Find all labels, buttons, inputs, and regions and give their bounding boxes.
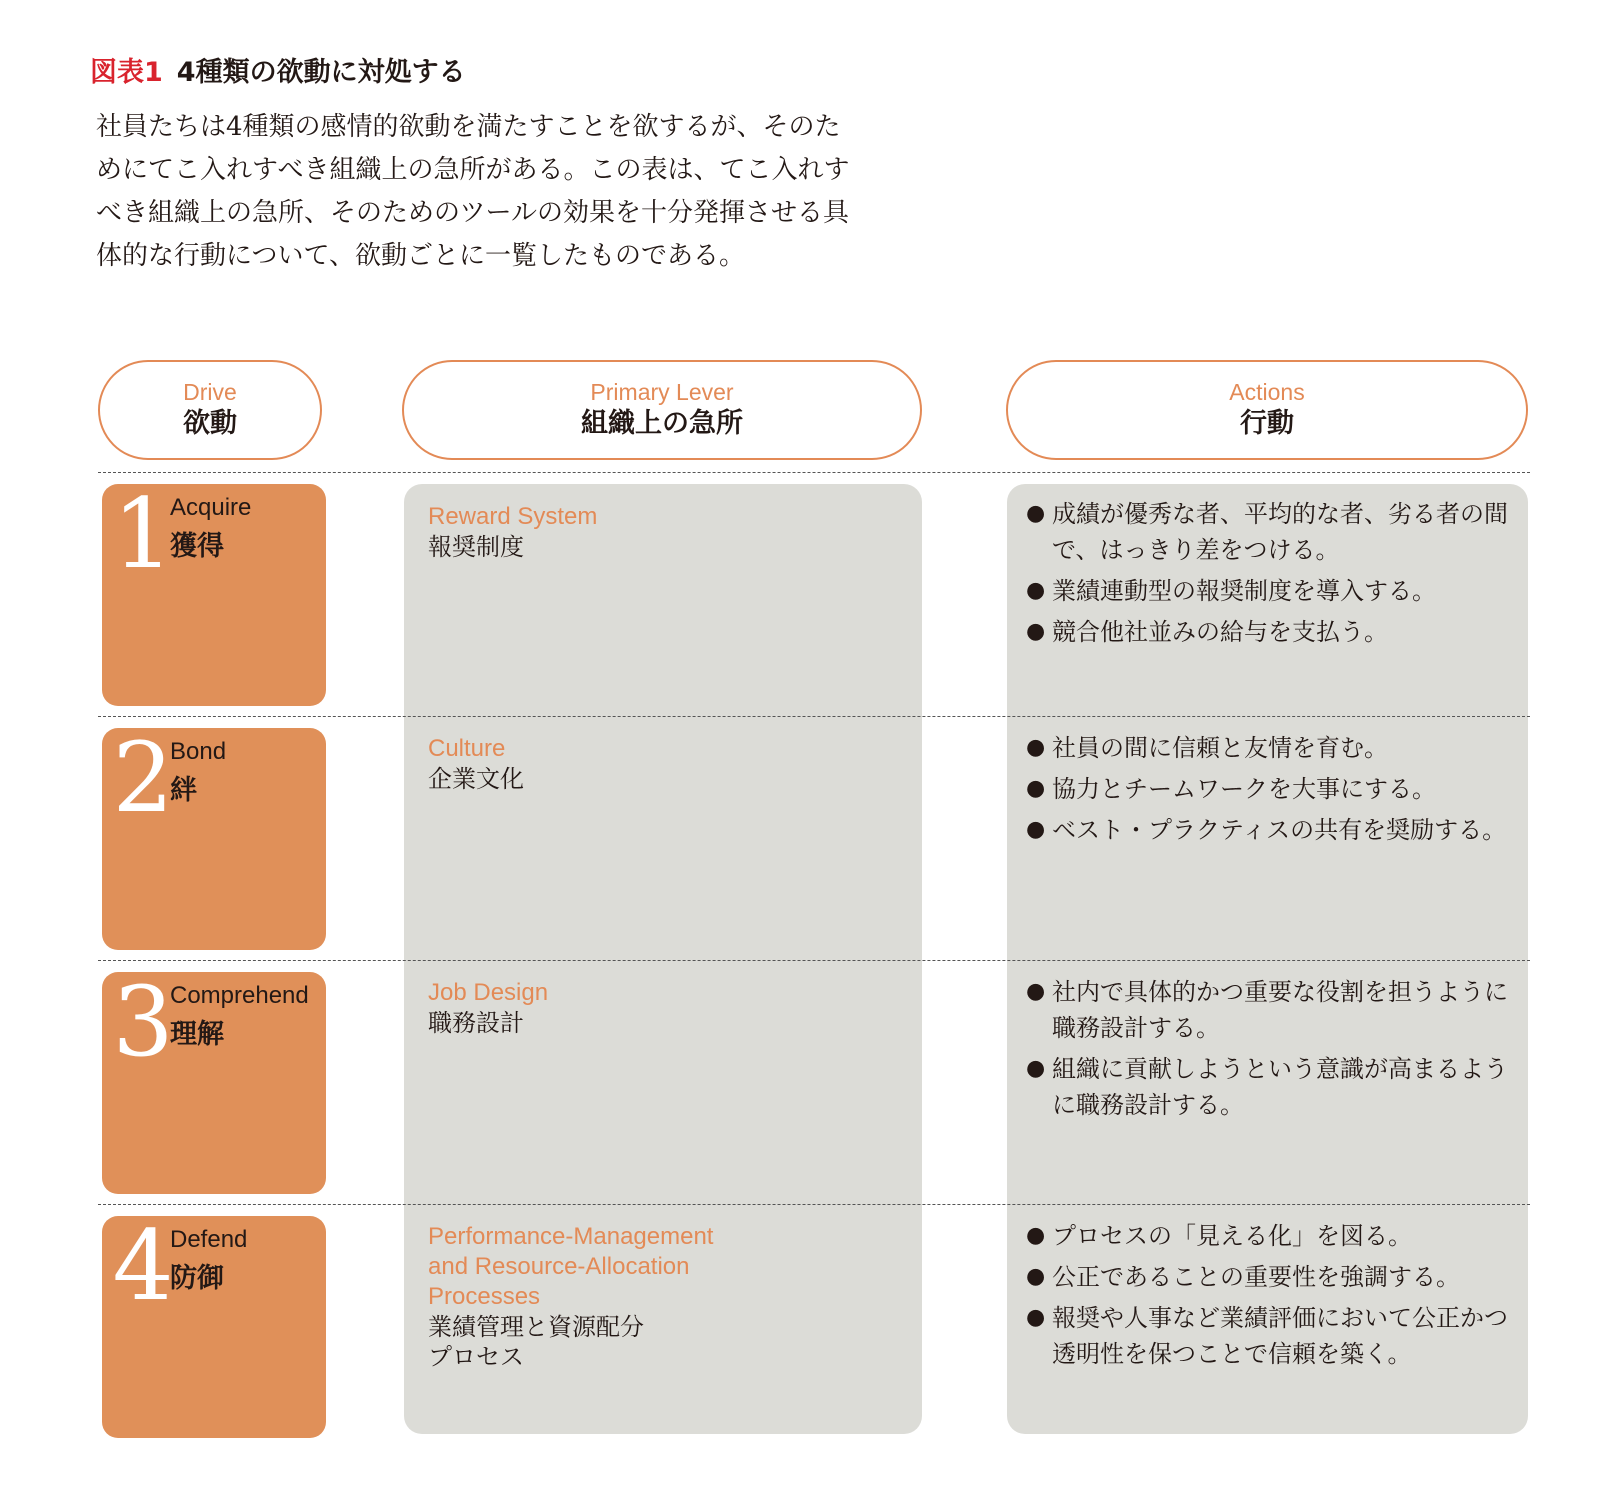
drive-number: 3 (112, 966, 174, 1078)
header-drive-en: Drive (183, 379, 237, 405)
lever-reward-system (428, 502, 898, 562)
figure-title-text: 4種類の欲動に対処する (176, 57, 466, 88)
drive-name-ja: 理解 (170, 1019, 224, 1050)
drive-number: 4 (112, 1210, 174, 1322)
lever-name-ja: 報奨制度 (428, 533, 524, 561)
drive-name-en: Defend (170, 1226, 248, 1253)
action-item: ● 公正であることの重要性を強調する。 (1028, 1259, 1508, 1295)
lever-performance-management (428, 1222, 758, 1372)
drive-name-ja: 絆 (170, 775, 197, 806)
action-item: ● 競合他社並みの給与を支払う。 (1028, 614, 1508, 650)
action-item: ● 社員の間に信頼と友情を育む。 (1028, 730, 1508, 766)
header-actions-en: Actions (1229, 379, 1305, 405)
lever-name-en: Reward System (428, 503, 598, 530)
drive-box-comprehend (102, 966, 326, 1194)
row-divider (98, 716, 1530, 717)
header-drive (98, 360, 322, 460)
lever-name-ja: 業績管理と資源配分プロセス (428, 1313, 644, 1371)
drive-number: 1 (112, 478, 174, 590)
action-item: ● プロセスの「見える化」を図る。 (1028, 1218, 1508, 1254)
lever-name-ja: 職務設計 (428, 1009, 524, 1037)
lever-name-en: Job Design (428, 979, 549, 1006)
actions-list-defend (1028, 1218, 1508, 1377)
action-item: ● ベスト・プラクティスの共有を奨励する。 (1028, 812, 1508, 848)
header-primary-lever (402, 360, 922, 460)
action-item: ● 組織に貢献しようという意識が高まるように職務設計する。 (1028, 1051, 1508, 1123)
header-drive-ja: 欲動 (183, 408, 237, 439)
actions-list-acquire (1028, 496, 1508, 655)
drive-box-defend (102, 1210, 326, 1438)
drive-name-ja: 獲得 (170, 531, 224, 562)
figure-title (90, 50, 466, 89)
drive-name-en: Acquire (170, 494, 252, 521)
drive-box-acquire (102, 478, 326, 706)
drive-name-en: Comprehend (170, 982, 309, 1009)
header-actions (1006, 360, 1528, 460)
lever-name-ja: 企業文化 (428, 765, 524, 793)
figure-label: 図表1 (90, 57, 163, 88)
drive-number: 2 (112, 722, 174, 834)
lever-name-en: Performance-Management and Resource-Allocation Processes (428, 1223, 714, 1310)
actions-list-comprehend (1028, 974, 1508, 1128)
header-lever-ja: 組織上の急所 (581, 408, 743, 439)
action-item: ● 業績連動型の報奨制度を導入する。 (1028, 573, 1508, 609)
action-item: ● 協力とチームワークを大事にする。 (1028, 771, 1508, 807)
intro-text: 社員たちは4種類の感情的欲動を満たすことを欲するが、そのためにてこ入れすべき組織上の急所がある。この表は、てこ入れすべき組織上の急所、そのためのツールの効果を十分発揮させる具体的な行動について、欲動ごとに一覧したものである。 (96, 112, 850, 271)
action-item: ● 社内で具体的かつ重要な役割を担うように職務設計する。 (1028, 974, 1508, 1046)
drive-box-bond (102, 722, 326, 950)
action-item: ● 成績が優秀な者、平均的な者、劣る者の間で、はっきり差をつける。 (1028, 496, 1508, 568)
header-actions-ja: 行動 (1240, 408, 1294, 439)
lever-job-design (428, 978, 898, 1038)
header-lever-en: Primary Lever (590, 379, 734, 405)
row-divider (98, 472, 1530, 473)
row-divider (98, 1204, 1530, 1205)
lever-name-en: Culture (428, 735, 506, 762)
drive-name-ja: 防御 (170, 1263, 224, 1294)
lever-culture (428, 734, 898, 794)
drive-name-en: Bond (170, 738, 227, 765)
row-divider (98, 960, 1530, 961)
actions-list-bond (1028, 730, 1508, 853)
action-item: ● 報奨や人事など業績評価において公正かつ透明性を保つことで信頼を築く。 (1028, 1300, 1508, 1372)
